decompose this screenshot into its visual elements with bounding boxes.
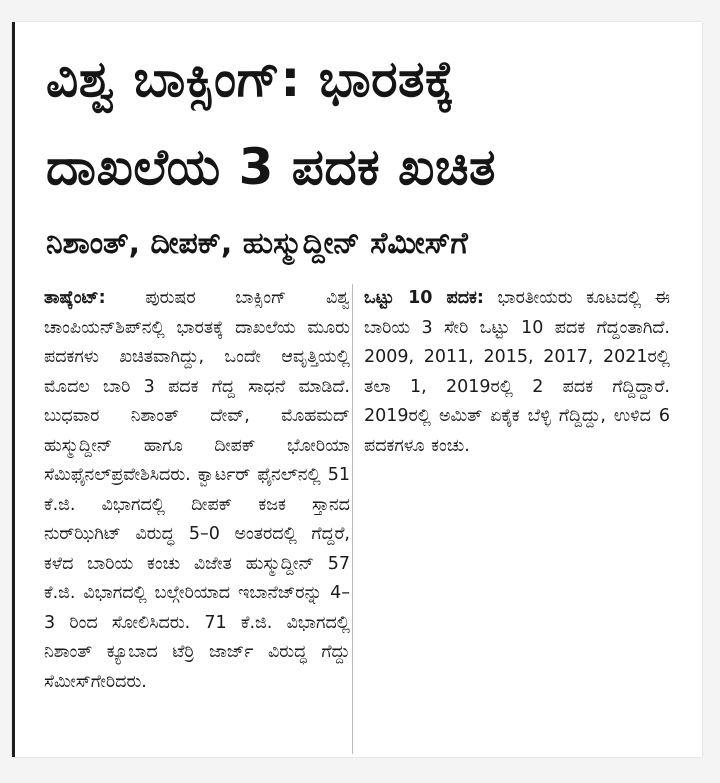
article-column-right: [364, 284, 670, 461]
article-column-left: [44, 284, 350, 697]
paragraph-1-body: ಪುರುಷರ ಬಾಕ್ಸಿಂಗ್ ವಿಶ್ವ ಚಾಂಪಿಯನ್‌ಶಿಪ್‌ನಲ್ಲಿ ಭಾರತಕ್ಕೆ ದಾಖಲೆಯ ಮೂರು ಪದಕಗಳು ಖಚಿತವಾಗಿದ್ದು, ಒಂದೇ ಆವೃತ್ತಿಯಲ್ಲಿ ಮೊದಲ ಬಾರಿ 3 ಪದಕ ಗೆದ್ದ ಸಾಧನೆ ಮಾಡಿದೆ. ಬುಧವಾರ ನಿಶಾಂತ್ ದೇವ್, ಮೊಹಮದ್ ಹುಸ್ಮುದ್ದೀನ್ ಹಾಗೂ ದೀಪಕ್ ಭೋರಿಯಾ ಸೆಮಿಫೈನಲ್‌ಪ್ರವೇಶಿಸಿದರು. ಕ್ವಾರ್ಟರ್ ಫೈನಲ್‌ನಲ್ಲಿ 51 ಕೆ.ಜಿ. ವಿಭಾಗದಲ್ಲಿ ದೀಪಕ್ ಕಜಕ ಸ್ತಾನದ ನುರ್‌ಝಿಗಿಟ್ ವಿರುದ್ಧ 5–0 ಅಂತರದಲ್ಲಿ ಗೆದ್ದರೆ, ಕಳೆದ ಬಾರಿಯ ಕಂಚು ವಿಜೇತ ಹುಸ್ಮುದ್ದೀನ್ 57 ಕೆ.ಜಿ. ವಿಭಾಗದಲ್ಲಿ ಬಲ್ಗೇರಿಯಾದ ಇಬಾನೆಜ್‌ರನ್ನು 4–3 ರಿಂದ ಸೋಲಿಸಿದರು. 71 ಕೆ.ಜಿ. ವಿಭಾಗದಲ್ಲಿ ನಿಶಾಂತ್ ಕ್ಯೂಬಾದ ಟೆರ್ರಿ ಜಾರ್ಜ್ ವಿರುದ್ಧ ಗೆದ್ದು ಸೆಮೀಸ್‌ಗೇರಿದರು.: [44, 288, 350, 692]
newspaper-clipping: [12, 22, 702, 757]
paragraph-2-body: ಭಾರತೀಯರು ಕೂಟದಲ್ಲಿ ಈ ಬಾರಿಯ 3 ಸೇರಿ ಒಟ್ಟು 10 ಪದಕ ಗೆದ್ದಂತಾಗಿದೆ. 2009, 2011, 2015, 2017, 2021ರಲ್ಲಿ ತಲಾ 1, 2019ರಲ್ಲಿ 2 ಪದಕ ಗೆದ್ದಿದ್ದಾರೆ. 2019ರಲ್ಲಿ ಅಮಿತ್ ಏಕೈಕ ಬೆಳ್ಳಿ ಗೆದ್ದಿದ್ದು, ಉಳಿದ 6 ಪದಕಗಳೂ ಕಂಚು.: [364, 288, 670, 456]
left-column-rule: [12, 22, 15, 757]
dateline: ತಾಷ್ಕೆಂಟ್:: [44, 288, 106, 308]
column-divider: [352, 284, 353, 754]
headline-line-1: ವಿಶ್ವ ಬಾಕ್ಸಿಂಗ್: ಭಾರತಕ್ಕೆ: [46, 50, 455, 108]
paragraph-2: [364, 284, 670, 461]
headline-line-2: ದಾಖಲೆಯ 3 ಪದಕ ಖಚಿತ: [46, 138, 497, 196]
subheadline: ನಿಶಾಂತ್, ದೀಪಕ್, ಹುಸ್ಮುದ್ದೀನ್ ಸೆಮೀಸ್‌ಗೆ: [46, 226, 468, 261]
paragraph-1: [44, 284, 350, 697]
paragraph-2-lead: ಒಟ್ಟು 10 ಪದಕ:: [364, 288, 484, 308]
